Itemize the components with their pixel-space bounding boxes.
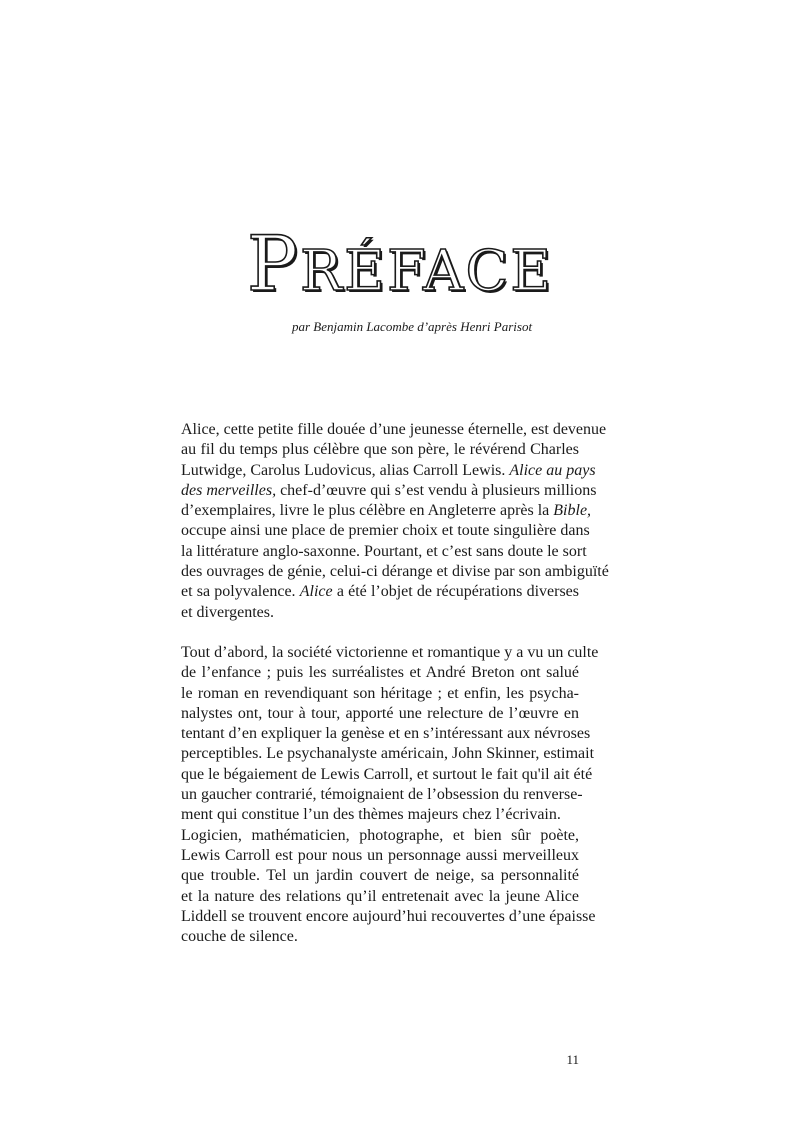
text-line: Alice, cette petite fille douée d’une jeunesse éternelle, est devenue [181, 421, 607, 438]
paragraph-3 [181, 826, 596, 948]
text-line: que trouble. Tel un jardin couvert de neige, sa personnalité [181, 867, 579, 885]
text-line [181, 582, 579, 602]
text-line: perceptibles. Le psychanalyste américain, John Skinner, estimait [181, 745, 595, 763]
text-run: et sa polyvalence. [181, 583, 300, 601]
text-run: d’exemplaires, livre le plus célèbre en Angleterre après la [181, 502, 554, 520]
bible-italic: Bible, [553, 502, 592, 520]
text-line: Tout d’abord, la société victorienne et romantique y a vu un culte [181, 643, 599, 661]
text-line: de l’enfance ; puis les surréalistes et André Breton ont salué [181, 664, 579, 682]
text-line [181, 461, 596, 481]
title-initial: P [246, 219, 300, 308]
text-line: la littérature anglo-saxonne. Pourtant, et c’est sans doute le sort [181, 542, 587, 560]
book-title-italic: Alice au pays [509, 461, 596, 479]
text-line: Lewis Carroll est pour nous un personnage aussi merveilleux [181, 846, 579, 864]
text-line: un gaucher contrarié, témoignaient de l’obsession du renverse- [181, 786, 583, 804]
text-line: que le bégaiement de Lewis Carroll, et surtout le fait qu'il ait été [181, 765, 593, 783]
text-line [181, 501, 592, 521]
page-number: 11 [566, 1052, 579, 1067]
book-title-italic: des merveilles, [181, 481, 277, 499]
alice-italic: Alice [299, 583, 333, 601]
text-line: des ouvrages de génie, celui-ci dérange et divise par son ambiguïté [181, 563, 609, 581]
text-line: et la nature des relations qu’il entretenait avec la jeune Alice [181, 887, 579, 905]
text-line: le roman en revendiquant son héritage ; et enfin, les psycha- [181, 684, 579, 702]
title-block [0, 219, 800, 308]
text-run: chef-d’œuvre qui s’est vendu à plusieurs millions [276, 481, 597, 499]
paragraph-2 [181, 643, 599, 826]
body-text [181, 420, 609, 947]
text-line: et divergentes. [181, 603, 275, 621]
title-rest: RÉFACE [299, 239, 554, 304]
page-subtitle [0, 319, 800, 335]
paragraph-1 [181, 420, 609, 623]
text-line: tentant d’en expliquer la genèse et en s’intéressant aux névroses [181, 725, 591, 743]
text-run: a été l’objet de récupérations diverses [332, 583, 579, 601]
text-run: Lutwidge, Carolus Ludovicus, alias Carroll Lewis. [181, 461, 510, 479]
text-line: au fil du temps plus célèbre que son père, le révérend Charles [181, 441, 579, 459]
text-line: Liddell se trouvent encore aujourd’hui recouvertes d’une épaisse [181, 907, 596, 925]
text-line: ment qui constitue l’un des thèmes majeurs chez l’écrivain. [181, 806, 561, 824]
text-line [181, 481, 597, 501]
paragraph-gap [181, 623, 579, 643]
text-line: nalystes ont, tour à tour, apporté une relecture de l’œuvre en [181, 704, 579, 722]
text-line: occupe ainsi une place de premier choix et toute singulière dans [181, 522, 590, 540]
text-line: couche de silence. [181, 928, 298, 946]
text-line: Logicien, mathématicien, photographe, et bien sûr poète, [181, 826, 579, 844]
page-title [0, 219, 800, 308]
subtitle-text: par Benjamin Lacombe d’après Henri Parisot [291, 319, 533, 334]
